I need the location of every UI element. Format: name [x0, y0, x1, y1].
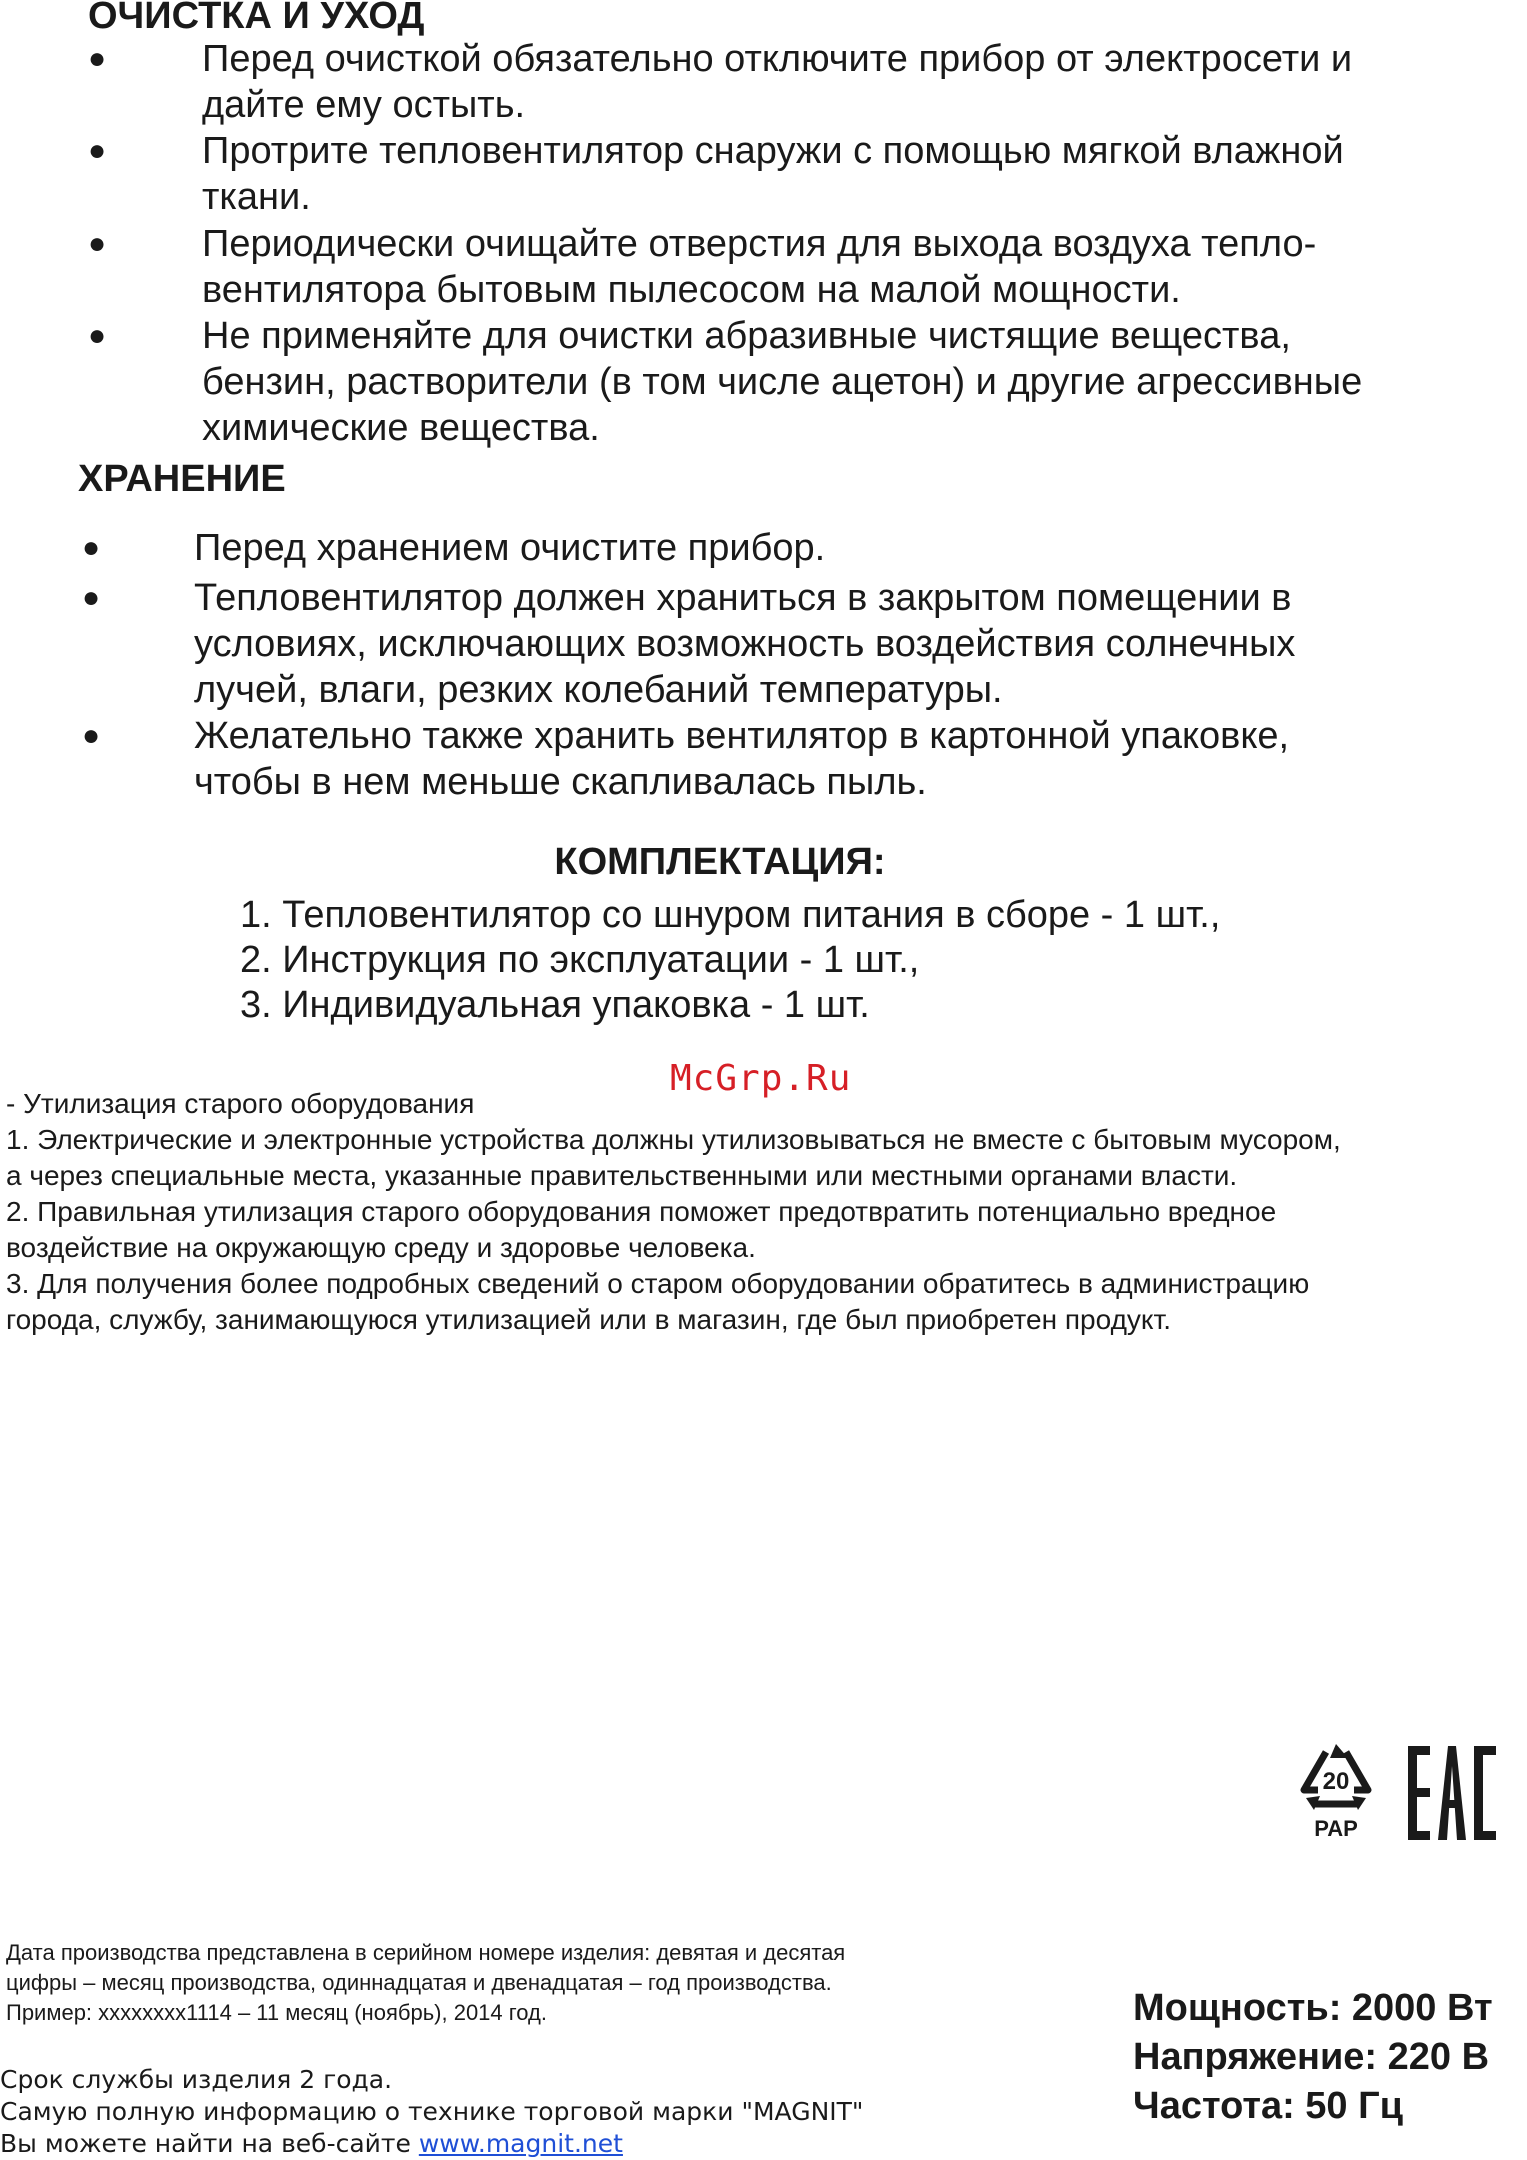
- bullet-text: чтобы в нем меньше скапливалась пыль.: [194, 761, 927, 803]
- watermark: McGrp.Ru: [670, 1058, 852, 1099]
- bullet-text: условиях, исключающих возможность воздействия солнечных: [194, 623, 1296, 665]
- production-line: Дата производства представлена в серийном номере изделия: девятая и десятая: [6, 1940, 846, 1965]
- bullet-icon: ●: [88, 42, 107, 75]
- list-item: 3. Индивидуальная упаковка - 1 шт.: [240, 984, 870, 1026]
- disposal-section: [6, 1086, 1341, 1338]
- bullet-text: Перед хранением очистите прибор.: [194, 527, 826, 569]
- recycle-label: PAP: [1314, 1816, 1358, 1841]
- bullet-icon: ●: [82, 531, 101, 564]
- website-link[interactable]: www.magnit.net: [418, 2129, 623, 2158]
- disposal-line: - Утилизация старого оборудования: [6, 1088, 475, 1119]
- brand-info: Самую полную информацию о технике торговой марки "MAGNIT": [0, 2097, 864, 2126]
- bullet-text: дайте ему остыть.: [202, 84, 526, 126]
- spec-frequency: Частота: 50 Гц: [1133, 2085, 1404, 2127]
- disposal-line: города, службу, занимающуюся утилизацией или в магазин, где был приобретен продукт.: [6, 1304, 1171, 1335]
- list-item: [88, 128, 1344, 220]
- production-line: цифры – месяц производства, одиннадцатая и двенадцатая – год производства.: [6, 1970, 832, 1995]
- bullet-text: Не применяйте для очистки абразивные чистящие вещества,: [202, 315, 1291, 357]
- storage-heading: ХРАНЕНИЕ: [78, 458, 286, 500]
- disposal-line: воздействие на окружающую среду и здоровье человека.: [6, 1232, 756, 1263]
- bullet-text: лучей, влаги, резких колебаний температуры.: [194, 669, 1003, 711]
- eac-mark-icon: [1408, 1746, 1496, 1840]
- bullet-text: Протрите тепловентилятор снаружи с помощью мягкой влажной: [202, 130, 1344, 172]
- service-info: [0, 2064, 863, 2160]
- production-note: [6, 1938, 845, 2028]
- recycle-number: 20: [1322, 1768, 1350, 1795]
- bullet-text: Желательно также хранить вентилятор в картонной упаковке,: [194, 715, 1290, 757]
- eac-logo: [1408, 1746, 1496, 1840]
- list-item: 1. Тепловентилятор со шнуром питания в сборе - 1 шт.,: [240, 894, 1221, 936]
- bullet-text: ткани.: [202, 176, 311, 218]
- package-list: [240, 893, 1220, 1028]
- disposal-line: 1. Электрические и электронные устройства должны утилизовываться не вместе с бытовым мусором,: [6, 1124, 1341, 1155]
- website-prefix: Вы можете найти на веб-сайте: [0, 2129, 419, 2158]
- website-line: [0, 2128, 863, 2160]
- list-item: [88, 313, 1362, 451]
- list-item: [82, 575, 1295, 713]
- bullet-icon: ●: [88, 134, 107, 167]
- bullet-icon: ●: [88, 227, 107, 260]
- bullet-icon: ●: [82, 581, 101, 614]
- disposal-line: 2. Правильная утилизация старого оборудования поможет предотвратить потенциально вредное: [6, 1196, 1277, 1227]
- list-item: [88, 36, 1352, 128]
- production-line: Пример: хххххххх1114 – 11 месяц (ноябрь), 2014 год.: [6, 2000, 547, 2025]
- bullet-text: бензин, растворители (в том числе ацетон) и другие агрессивные: [202, 361, 1363, 403]
- bullet-icon: ●: [82, 719, 101, 752]
- disposal-line: 3. Для получения более подробных сведений о старом оборудовании обратитесь в администрацию: [6, 1268, 1310, 1299]
- list-item: 2. Инструкция по эксплуатации - 1 шт.,: [240, 939, 920, 981]
- list-item: [82, 525, 825, 571]
- cleaning-heading: ОЧИСТКА И УХОД: [88, 0, 425, 37]
- bullet-text: Периодически очищайте отверстия для выхода воздуха тепло-: [202, 223, 1317, 265]
- bullet-icon: ●: [88, 319, 107, 352]
- list-item: [88, 221, 1316, 313]
- spec-power: Мощность: 2000 Вт: [1133, 1987, 1493, 2029]
- bullet-text: вентилятора бытовым пылесосом на малой мощности.: [202, 269, 1181, 311]
- disposal-line: а через специальные места, указанные правительственными или местными органами власти.: [6, 1160, 1238, 1191]
- specs-block: [1133, 1984, 1493, 2131]
- bullet-text: Перед очисткой обязательно отключите прибор от электросети и: [202, 38, 1353, 80]
- list-item: [82, 713, 1289, 805]
- package-heading: КОМПЛЕКТАЦИЯ:: [554, 841, 886, 883]
- bullet-text: Тепловентилятор должен храниться в закрытом помещении в: [194, 577, 1292, 619]
- bullet-text: химические вещества.: [202, 407, 600, 449]
- spec-voltage: Напряжение: 220 В: [1133, 2036, 1490, 2078]
- service-life: Срок службы изделия 2 года.: [0, 2065, 393, 2094]
